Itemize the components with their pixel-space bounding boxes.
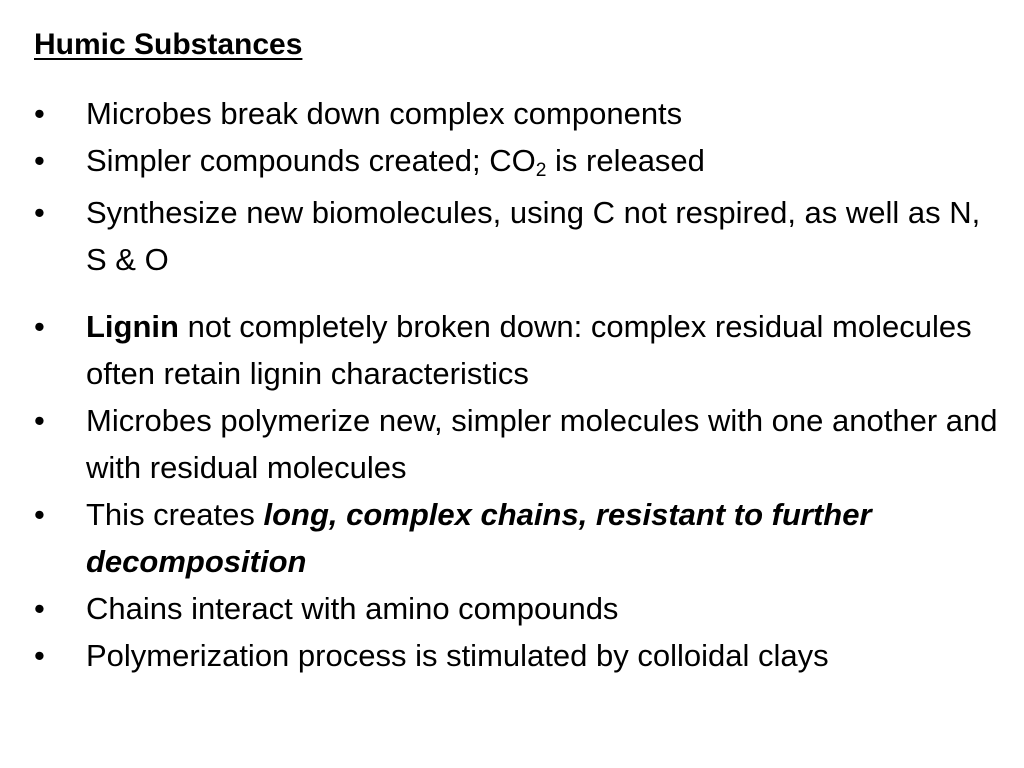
emphasis-text: long, complex chains, resistant to further decomposition [86,497,872,579]
bullet-item [34,189,1009,283]
bullet-item [34,397,1009,491]
slide-title: Humic Substances [34,28,303,61]
bullet-text-part: Simpler compounds created; CO [86,143,536,178]
bullet-item [34,632,1009,679]
bullet-dot-icon: • [34,143,45,178]
bullet-list [34,90,1009,679]
bullet-text: Polymerization process is stimulated by colloidal clays [86,638,829,673]
bullet-text [86,491,1009,585]
bullet-dot-icon: • [34,403,45,438]
subscript: 2 [535,160,547,182]
bullet-text [86,303,1009,397]
bullet-item [34,585,1009,632]
bullet-dot-icon: • [34,497,45,532]
bold-term: Lignin [86,309,179,344]
bullet-item [34,491,1009,585]
bullet-text: Synthesize new biomolecules, using C not respired, as well as N, S & O [86,195,981,277]
bullet-item [34,137,1009,189]
bullet-text-part: not completely broken down: complex residual molecules often retain lignin characteristics [86,309,972,391]
bullet-dot-icon: • [34,309,45,344]
bullet-text: Microbes break down complex components [86,96,683,131]
bullet-text: Chains interact with amino compounds [86,591,619,626]
bullet-item [34,90,1009,137]
bullet-dot-icon: • [34,195,45,230]
bullet-dot-icon: • [34,638,45,673]
bullet-text-part: This creates [86,497,264,532]
bullet-dot-icon: • [34,96,45,131]
bullet-dot-icon: • [34,591,45,626]
bullet-text [86,137,1009,189]
bullet-item [34,303,1009,397]
bullet-text-part: is released [546,143,705,178]
bullet-text: Microbes polymerize new, simpler molecules with one another and with residual molecules [86,403,998,485]
